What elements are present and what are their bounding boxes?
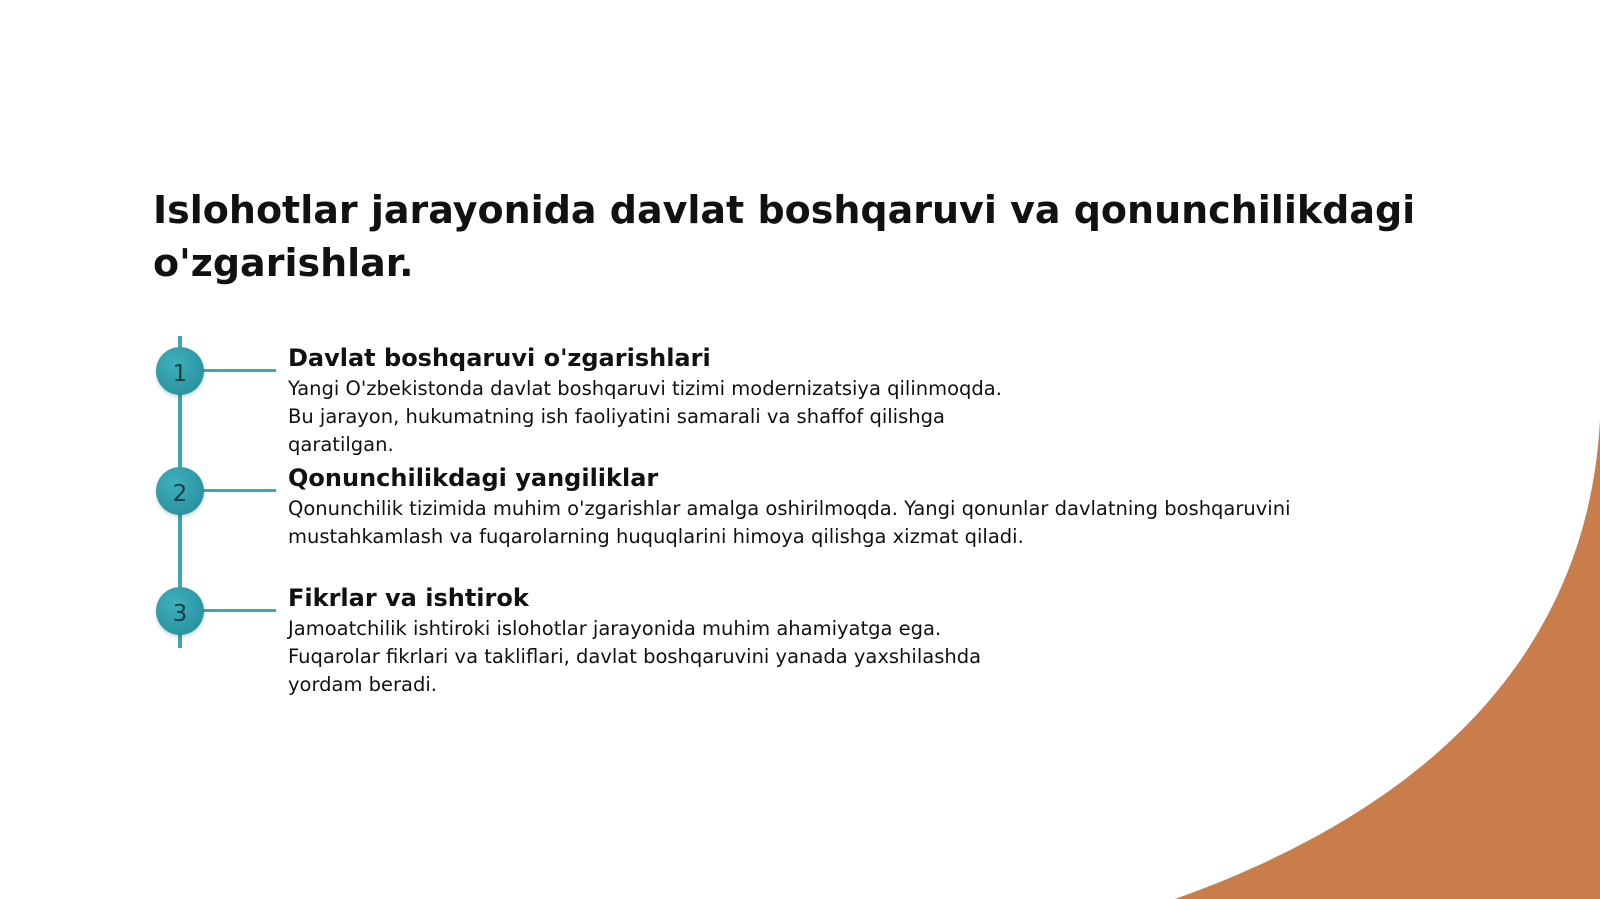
timeline-number: 1 bbox=[172, 361, 188, 387]
timeline-marker-3 bbox=[156, 587, 204, 635]
page-title: Islohotlar jarayonida davlat boshqaruvi va qonunchilikdagi o'zgarishlar. bbox=[153, 188, 1416, 285]
timeline-item-3 bbox=[288, 581, 981, 699]
timeline-item-text: Qonunchilik tizimida muhim o'zgarishlar amalga oshirilmoqda. Yangi qonunlar davlatning boshqaruvini mustahkamlash va fuqarolarning huquqlarini himoya qilishga xizmat qiladi. bbox=[288, 497, 1291, 548]
timeline-connector-3 bbox=[200, 609, 276, 612]
timeline-marker-1 bbox=[156, 347, 204, 395]
timeline-item-text: Jamoatchilik ishtiroki islohotlar jarayonida muhim ahamiyatga ega. Fuqarolar fikrlari va takliflari, davlat boshqaruvini yanada yaxshilashda yordam beradi. bbox=[288, 617, 982, 696]
timeline-item-heading: Fikrlar va ishtirok bbox=[288, 584, 529, 612]
timeline-number: 3 bbox=[172, 601, 188, 627]
timeline-item-text: Yangi O'zbekistonda davlat boshqaruvi tizimi modernizatsiya qilinmoqda. Bu jarayon, hukumatning ish faoliyatini samarali va shaffof qilishga qaratilgan. bbox=[288, 377, 1002, 456]
timeline-marker-2 bbox=[156, 467, 204, 515]
timeline-item-2 bbox=[288, 461, 1291, 551]
timeline-item-1 bbox=[288, 341, 1002, 459]
timeline-connector-1 bbox=[200, 369, 276, 372]
timeline-connector-2 bbox=[200, 489, 276, 492]
timeline-item-heading: Qonunchilikdagi yangiliklar bbox=[288, 464, 659, 492]
timeline-item-heading: Davlat boshqaruvi o'zgarishlari bbox=[288, 344, 711, 372]
timeline-number: 2 bbox=[172, 481, 188, 507]
